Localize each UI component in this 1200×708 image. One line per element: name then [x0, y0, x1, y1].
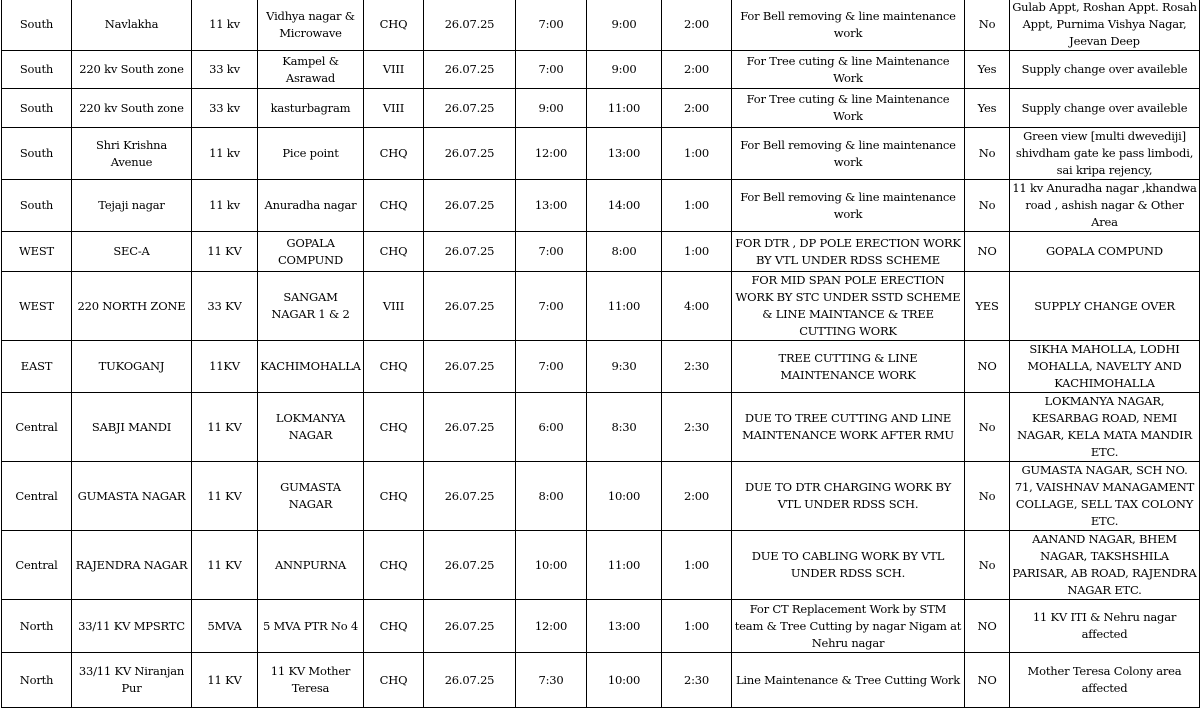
cell-feeder: ANNPURNA [258, 531, 364, 600]
cell-to: 10:00 [587, 653, 662, 708]
table-row [2, 341, 1200, 393]
cell-date: 26.07.25 [424, 51, 516, 89]
cell-substation: SEC-A [72, 232, 192, 272]
cell-substation: Navlakha [72, 0, 192, 51]
table-row [2, 600, 1200, 653]
cell-zone: South [2, 180, 72, 232]
table-row [2, 462, 1200, 531]
cell-substation: RAJENDRA NAGAR [72, 531, 192, 600]
cell-feeder: Anuradha nagar [258, 180, 364, 232]
cell-date: 26.07.25 [424, 180, 516, 232]
cell-feeder: kasturbagram [258, 89, 364, 128]
cell-purpose: For Bell removing & line maintenance work [732, 0, 965, 51]
cell-to: 14:00 [587, 180, 662, 232]
cell-date: 26.07.25 [424, 341, 516, 393]
cell-type: CHQ [364, 128, 424, 180]
cell-to: 9:00 [587, 0, 662, 51]
cell-feeder: LOKMANYA NAGAR [258, 393, 364, 462]
cell-date: 26.07.25 [424, 0, 516, 51]
cell-areas: LOKMANYA NAGAR, KESARBAG ROAD, NEMI NAGAR, KELA MATA MANDIR ETC. [1010, 393, 1200, 462]
cell-feeder: GUMASTA NAGAR [258, 462, 364, 531]
cell-zone: Central [2, 393, 72, 462]
cell-type: VIII [364, 89, 424, 128]
cell-feeder: Pice point [258, 128, 364, 180]
cell-purpose: For Bell removing & line maintenance work [732, 180, 965, 232]
cell-voltage: 33 KV [192, 272, 258, 341]
cell-changeover: No [965, 180, 1010, 232]
cell-date: 26.07.25 [424, 600, 516, 653]
cell-type: CHQ [364, 0, 424, 51]
cell-date: 26.07.25 [424, 272, 516, 341]
cell-feeder: Kampel & Asrawad [258, 51, 364, 89]
cell-voltage: 11 KV [192, 531, 258, 600]
cell-duration: 4:00 [662, 272, 732, 341]
cell-substation: 220 kv South zone [72, 89, 192, 128]
cell-zone: North [2, 653, 72, 708]
cell-changeover: No [965, 0, 1010, 51]
cell-changeover: No [965, 531, 1010, 600]
cell-from: 12:00 [516, 128, 587, 180]
cell-changeover: YES [965, 272, 1010, 341]
cell-type: CHQ [364, 232, 424, 272]
cell-type: CHQ [364, 462, 424, 531]
cell-to: 8:30 [587, 393, 662, 462]
cell-areas: Green view [multi dwevediji] shivdham gate ke pass limbodi, sai kripa rejency, [1010, 128, 1200, 180]
cell-type: CHQ [364, 653, 424, 708]
cell-zone: South [2, 51, 72, 89]
cell-substation: 220 kv South zone [72, 51, 192, 89]
table-row [2, 128, 1200, 180]
cell-from: 7:30 [516, 653, 587, 708]
cell-from: 7:00 [516, 341, 587, 393]
cell-from: 10:00 [516, 531, 587, 600]
cell-to: 13:00 [587, 128, 662, 180]
table-row [2, 89, 1200, 128]
cell-feeder: 11 KV Mother Teresa [258, 653, 364, 708]
cell-date: 26.07.25 [424, 393, 516, 462]
cell-changeover: No [965, 462, 1010, 531]
cell-voltage: 11 KV [192, 232, 258, 272]
cell-zone: South [2, 89, 72, 128]
cell-substation: TUKOGANJ [72, 341, 192, 393]
cell-to: 8:00 [587, 232, 662, 272]
cell-areas: Supply change over availeble [1010, 89, 1200, 128]
cell-to: 11:00 [587, 531, 662, 600]
cell-type: CHQ [364, 600, 424, 653]
cell-type: CHQ [364, 393, 424, 462]
cell-purpose: DUE TO CABLING WORK BY VTL UNDER RDSS SCH. [732, 531, 965, 600]
cell-from: 7:00 [516, 51, 587, 89]
cell-duration: 2:30 [662, 341, 732, 393]
cell-changeover: Yes [965, 51, 1010, 89]
cell-areas: 11 KV ITI & Nehru nagar affected [1010, 600, 1200, 653]
cell-date: 26.07.25 [424, 653, 516, 708]
cell-from: 8:00 [516, 462, 587, 531]
cell-duration: 1:00 [662, 531, 732, 600]
cell-zone: South [2, 128, 72, 180]
cell-duration: 1:00 [662, 232, 732, 272]
table-row [2, 272, 1200, 341]
cell-duration: 2:00 [662, 462, 732, 531]
cell-duration: 1:00 [662, 128, 732, 180]
cell-from: 7:00 [516, 0, 587, 51]
cell-to: 9:30 [587, 341, 662, 393]
cell-date: 26.07.25 [424, 89, 516, 128]
cell-from: 6:00 [516, 393, 587, 462]
cell-date: 26.07.25 [424, 462, 516, 531]
cell-areas: Gulab Appt, Roshan Appt. Rosah Appt, Purnima Vishya Nagar, Jeevan Deep [1010, 0, 1200, 51]
cell-changeover: No [965, 128, 1010, 180]
cell-to: 11:00 [587, 89, 662, 128]
cell-date: 26.07.25 [424, 531, 516, 600]
cell-from: 9:00 [516, 89, 587, 128]
cell-purpose: DUE TO TREE CUTTING AND LINE MAINTENANCE WORK AFTER RMU [732, 393, 965, 462]
cell-substation: Tejaji nagar [72, 180, 192, 232]
cell-to: 9:00 [587, 51, 662, 89]
cell-areas: SUPPLY CHANGE OVER [1010, 272, 1200, 341]
cell-changeover: NO [965, 600, 1010, 653]
table-row [2, 393, 1200, 462]
cell-type: CHQ [364, 180, 424, 232]
cell-feeder: KACHIMOHALLA [258, 341, 364, 393]
table-row [2, 531, 1200, 600]
table-body [2, 0, 1200, 708]
cell-substation: GUMASTA NAGAR [72, 462, 192, 531]
cell-areas: GOPALA COMPUND [1010, 232, 1200, 272]
cell-areas: GUMASTA NAGAR, SCH NO. 71, VAISHNAV MANAGAMENT COLLAGE, SELL TAX COLONY ETC. [1010, 462, 1200, 531]
table-row [2, 51, 1200, 89]
cell-areas: 11 kv Anuradha nagar ,khandwa road , ashish nagar & Other Area [1010, 180, 1200, 232]
cell-areas: SIKHA MAHOLLA, LODHI MOHALLA, NAVELTY AND KACHIMOHALLA [1010, 341, 1200, 393]
cell-purpose: TREE CUTTING & LINE MAINTENANCE WORK [732, 341, 965, 393]
shutdown-schedule-table [1, 0, 1200, 708]
cell-duration: 2:00 [662, 51, 732, 89]
cell-voltage: 11 KV [192, 462, 258, 531]
cell-zone: Central [2, 462, 72, 531]
cell-voltage: 11 KV [192, 653, 258, 708]
cell-voltage: 11 kv [192, 128, 258, 180]
cell-changeover: Yes [965, 89, 1010, 128]
cell-duration: 2:00 [662, 0, 732, 51]
cell-duration: 1:00 [662, 600, 732, 653]
cell-duration: 2:00 [662, 89, 732, 128]
cell-zone: North [2, 600, 72, 653]
table-row [2, 180, 1200, 232]
cell-zone: EAST [2, 341, 72, 393]
cell-duration: 2:30 [662, 653, 732, 708]
cell-purpose: For Tree cuting & line Maintenance Work [732, 89, 965, 128]
cell-purpose: DUE TO DTR CHARGING WORK BY VTL UNDER RDSS SCH. [732, 462, 965, 531]
cell-zone: WEST [2, 272, 72, 341]
cell-type: VIII [364, 272, 424, 341]
cell-zone: South [2, 0, 72, 51]
cell-voltage: 11 KV [192, 393, 258, 462]
table-row [2, 653, 1200, 708]
cell-substation: SABJI MANDI [72, 393, 192, 462]
cell-substation: 33/11 KV MPSRTC [72, 600, 192, 653]
cell-type: VIII [364, 51, 424, 89]
table-row [2, 0, 1200, 51]
cell-purpose: For Bell removing & line maintenance work [732, 128, 965, 180]
cell-changeover: NO [965, 653, 1010, 708]
cell-date: 26.07.25 [424, 128, 516, 180]
cell-type: CHQ [364, 341, 424, 393]
cell-zone: Central [2, 531, 72, 600]
cell-feeder: 5 MVA PTR No 4 [258, 600, 364, 653]
cell-changeover: NO [965, 341, 1010, 393]
cell-voltage: 33 kv [192, 51, 258, 89]
cell-purpose: Line Maintenance & Tree Cutting Work [732, 653, 965, 708]
cell-duration: 1:00 [662, 180, 732, 232]
cell-areas: Supply change over availeble [1010, 51, 1200, 89]
cell-purpose: FOR DTR , DP POLE ERECTION WORK BY VTL UNDER RDSS SCHEME [732, 232, 965, 272]
cell-voltage: 11 kv [192, 0, 258, 51]
cell-substation: 220 NORTH ZONE [72, 272, 192, 341]
cell-from: 13:00 [516, 180, 587, 232]
cell-changeover: No [965, 393, 1010, 462]
cell-voltage: 5MVA [192, 600, 258, 653]
cell-to: 11:00 [587, 272, 662, 341]
cell-from: 7:00 [516, 232, 587, 272]
cell-voltage: 33 kv [192, 89, 258, 128]
cell-duration: 2:30 [662, 393, 732, 462]
table-row [2, 232, 1200, 272]
cell-purpose: For Tree cuting & line Maintenance Work [732, 51, 965, 89]
cell-feeder: SANGAM NAGAR 1 & 2 [258, 272, 364, 341]
cell-zone: WEST [2, 232, 72, 272]
cell-from: 12:00 [516, 600, 587, 653]
cell-feeder: GOPALA COMPUND [258, 232, 364, 272]
cell-substation: 33/11 KV Niranjan Pur [72, 653, 192, 708]
cell-type: CHQ [364, 531, 424, 600]
cell-feeder: Vidhya nagar & Microwave [258, 0, 364, 51]
cell-changeover: NO [965, 232, 1010, 272]
cell-substation: Shri Krishna Avenue [72, 128, 192, 180]
cell-from: 7:00 [516, 272, 587, 341]
cell-voltage: 11KV [192, 341, 258, 393]
cell-purpose: FOR MID SPAN POLE ERECTION WORK BY STC UNDER SSTD SCHEME & LINE MAINTANCE & TREE CUTTING WORK [732, 272, 965, 341]
cell-to: 13:00 [587, 600, 662, 653]
cell-date: 26.07.25 [424, 232, 516, 272]
cell-purpose: For CT Replacement Work by STM team & Tree Cutting by nagar Nigam at Nehru nagar [732, 600, 965, 653]
cell-areas: AANAND NAGAR, BHEM NAGAR, TAKSHSHILA PARISAR, AB ROAD, RAJENDRA NAGAR ETC. [1010, 531, 1200, 600]
cell-to: 10:00 [587, 462, 662, 531]
cell-voltage: 11 kv [192, 180, 258, 232]
cell-areas: Mother Teresa Colony area affected [1010, 653, 1200, 708]
